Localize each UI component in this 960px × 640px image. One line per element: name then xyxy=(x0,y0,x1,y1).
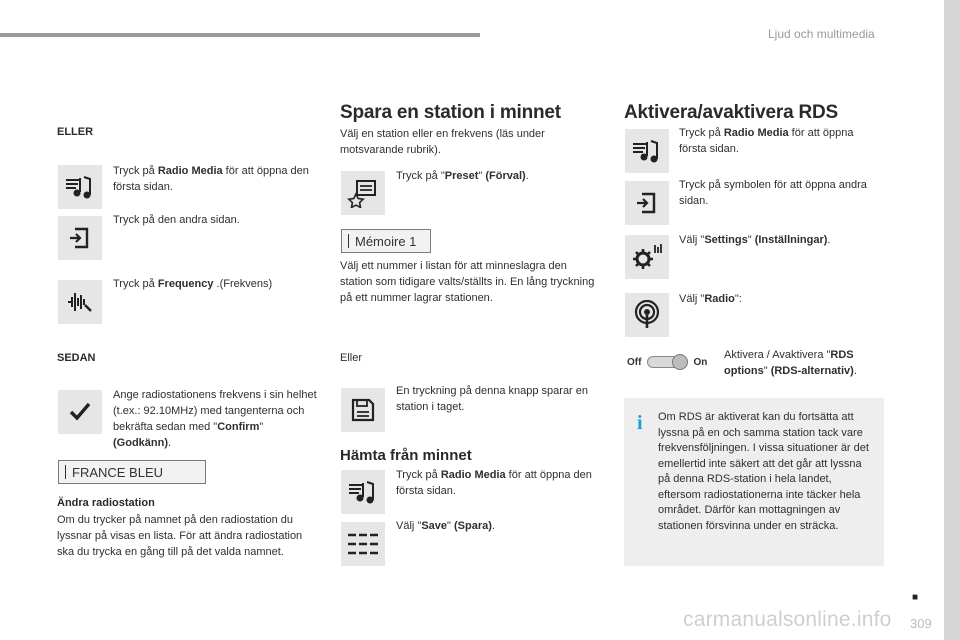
next-page-icon xyxy=(58,216,102,260)
toggle-off-label: Off xyxy=(627,356,642,368)
header-rule xyxy=(0,33,480,37)
change-station-title: Ändra radiostation xyxy=(57,497,155,509)
memory-preset-value: Mémoire 1 xyxy=(355,233,417,249)
confirm-checkmark-icon xyxy=(58,390,102,434)
radio-media-icon xyxy=(341,470,385,514)
radio-media-icon xyxy=(625,129,669,173)
text-cursor xyxy=(348,234,349,248)
left-step4: Ange radiostationens frekvens i sin helhet (t.ex.: 92.10MHz) med tangenterna och bekräfta sedan med "Confirm" (Godkänn). xyxy=(113,389,317,449)
change-station-text: Om du trycker på namnet på den radiostation du lyssnar på visas en lista. För att ändra radiostation ska du trycka en gång till på det valda namnet. xyxy=(57,514,303,558)
rds-step5: Aktivera / Avaktivera "RDS options" (RDS-alternativ). xyxy=(724,349,857,377)
sedan-label: SEDAN xyxy=(57,352,96,364)
radio-antenna-icon xyxy=(625,293,669,337)
list-menu-icon xyxy=(341,522,385,566)
rds-info-text: Om RDS är aktiverat kan du fortsätta att lyssna på en och samma station tack vare frekvensföljningen. I vissa situationer är det emellertid inte säkert att det går att lyssna på denna RDS-station i hela landet, eftersom radiostationerna inte täcker hela området. Därför kan mottagningen av stationen försvinna under en sträcka. xyxy=(658,411,869,532)
choose-number-text: Välj ett nummer i listan för att minneslagra den station som tidigare valts/ställts in. En lång tryckning på ett nummer lagrar stationen. xyxy=(340,260,595,304)
station-name-value: FRANCE BLEU xyxy=(72,464,164,480)
page-edge-strip xyxy=(944,0,960,640)
left-step1: Tryck på Radio Media för att öppna den första sidan. xyxy=(113,165,309,193)
info-icon: i xyxy=(637,412,643,434)
radio-media-icon xyxy=(58,165,102,209)
section-title: Ljud och multimedia xyxy=(768,27,875,41)
page-bullet: ■ xyxy=(912,592,919,603)
save-floppy-icon xyxy=(341,388,385,432)
text-cursor xyxy=(65,465,66,479)
left-step2: Tryck på den andra sidan. xyxy=(113,214,240,226)
fetch-step1: Tryck på Radio Media för att öppna den första sidan. xyxy=(396,469,592,497)
save-button-text: En tryckning på denna knapp sparar en station i taget. xyxy=(396,385,589,413)
frequency-icon xyxy=(58,280,102,324)
rds-step2: Tryck på symbolen för att öppna andra sidan. xyxy=(679,179,867,207)
rds-step1: Tryck på Radio Media för att öppna första sidan. xyxy=(679,127,854,155)
memory-preset-field[interactable] xyxy=(341,229,431,253)
station-name-field[interactable] xyxy=(58,460,206,484)
toggle-knob xyxy=(672,354,688,370)
fetch-memory-title: Hämta från minnet xyxy=(340,447,472,464)
save-station-intro: Välj en station eller en frekvens (läs under motsvarande rubrik). xyxy=(340,128,545,156)
save-station-title: Spara en station i minnet xyxy=(340,102,561,123)
left-step3: Tryck på Frequency .(Frekvens) xyxy=(113,278,273,290)
toggle-track xyxy=(647,356,687,368)
settings-gear-icon xyxy=(625,235,669,279)
fetch-step2: Välj "Save" (Spara). xyxy=(396,520,495,532)
page-number: 309 xyxy=(910,616,932,631)
eller-label: ELLER xyxy=(57,126,94,138)
toggle-on-label: On xyxy=(693,356,708,368)
rds-step4: Välj "Radio": xyxy=(679,293,742,305)
rds-step3: Välj "Settings" (Inställningar). xyxy=(679,234,831,246)
rds-title: Aktivera/avaktivera RDS xyxy=(624,102,839,123)
next-page-icon xyxy=(625,181,669,225)
rds-options-toggle[interactable] xyxy=(627,356,707,368)
middle-eller-text: Eller xyxy=(340,352,363,364)
preset-star-icon xyxy=(341,171,385,215)
preset-step: Tryck på "Preset" (Förval). xyxy=(396,170,529,182)
watermark: carmanualsonline.info xyxy=(683,608,892,631)
